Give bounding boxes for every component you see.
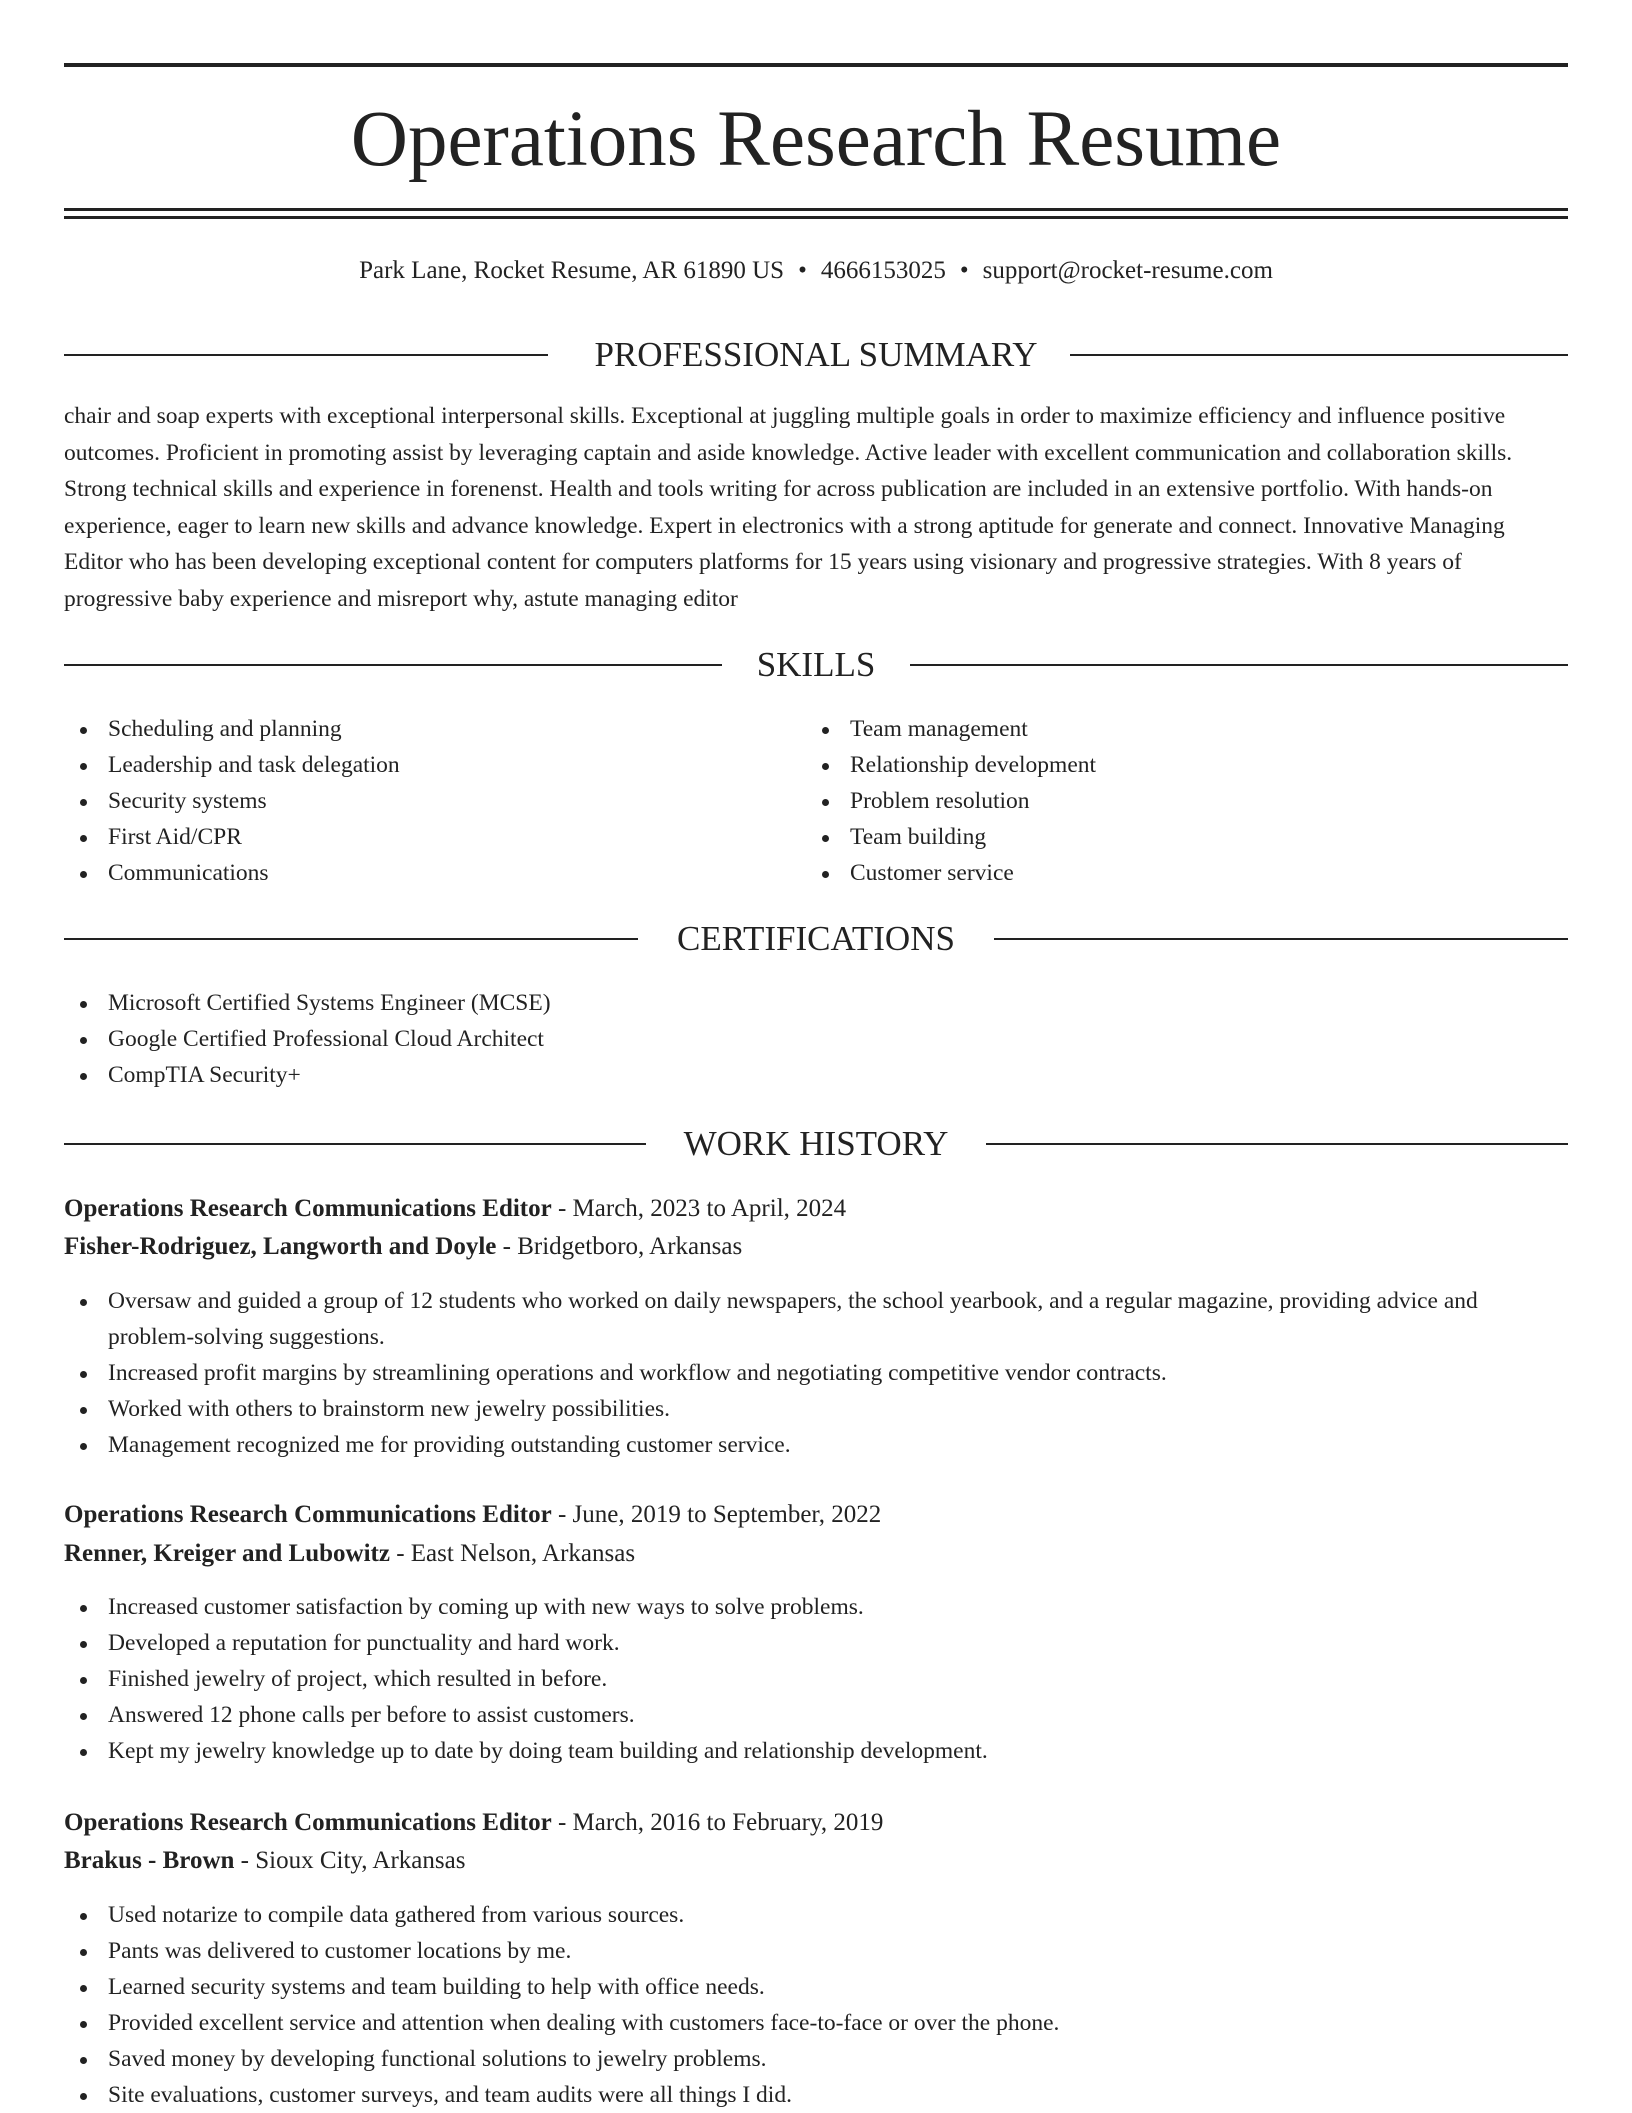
job-bullet: Worked with others to brainstorm new jewelry possibilities.	[64, 1391, 1568, 1427]
job-bullet: Increased profit margins by streamlining operations and workflow and negotiating competitive vendor contracts.	[64, 1355, 1568, 1391]
job-company: Fisher-Rodriguez, Langworth and Doyle	[64, 1233, 497, 1260]
section-rule-right	[1070, 354, 1568, 356]
contact-line	[64, 254, 1568, 288]
job-dates: - March, 2023 to April, 2024	[551, 1195, 847, 1222]
job-bullet: Site evaluations, customer surveys, and team audits were all things I did.	[64, 2077, 1568, 2113]
job-title-line	[64, 1805, 1568, 1841]
job-bullet: Pants was delivered to customer locations by me.	[64, 1933, 1568, 1969]
job-bullets	[64, 1589, 1568, 1769]
certification-item: Microsoft Certified Systems Engineer (MCSE)	[64, 985, 1568, 1021]
header-top-rule	[64, 63, 1568, 67]
header-double-rule-upper	[64, 208, 1568, 211]
skill-item: Customer service	[806, 855, 1546, 891]
certifications-list	[64, 985, 1568, 1093]
contact-phone: 4666153025	[820, 257, 946, 284]
job-title: Operations Research Communications Editor	[64, 1501, 552, 1528]
job-bullet: Management recognized me for providing outstanding customer service.	[64, 1427, 1568, 1463]
job-bullet: Developed a reputation for punctuality and hard work.	[64, 1625, 1568, 1661]
job-bullet: Saved money by developing functional solutions to jewelry problems.	[64, 2041, 1568, 2077]
contact-email: support@rocket-resume.com	[982, 257, 1273, 284]
job-location: - Bridgetboro, Arkansas	[496, 1233, 743, 1260]
section-title-skills: SKILLS	[756, 645, 876, 684]
section-header-work-history	[64, 1122, 1568, 1166]
skill-item: Leadership and task delegation	[64, 747, 804, 783]
header-double-rule-lower	[64, 216, 1568, 219]
job-title: Operations Research Communications Editor	[64, 1195, 552, 1222]
section-rule-right	[910, 664, 1568, 666]
job-title: Operations Research Communications Editor	[64, 1809, 552, 1836]
job-bullet: Increased customer satisfaction by coming up with new ways to solve problems.	[64, 1589, 1568, 1625]
job-company: Renner, Kreiger and Lubowitz	[64, 1540, 390, 1567]
skills-list-right	[806, 711, 1546, 891]
job-location: - East Nelson, Arkansas	[389, 1540, 636, 1567]
skill-item: Communications	[64, 855, 804, 891]
job-bullet: Used notarize to compile data gathered from various sources.	[64, 1897, 1568, 1933]
certification-item: Google Certified Professional Cloud Architect	[64, 1021, 1568, 1057]
job-dates: - June, 2019 to September, 2022	[551, 1501, 882, 1528]
skill-item: Team management	[806, 711, 1546, 747]
section-title-work-history: WORK HISTORY	[683, 1124, 949, 1163]
job-company-line	[64, 1229, 1568, 1265]
job-company: Brakus - Brown	[64, 1847, 235, 1874]
skill-item: Security systems	[64, 783, 804, 819]
job-company-line	[64, 1843, 1568, 1879]
skill-item: Relationship development	[806, 747, 1546, 783]
job-title-line	[64, 1191, 1568, 1227]
job-location: - Sioux City, Arkansas	[234, 1847, 466, 1874]
summary-text: chair and soap experts with exceptional interpersonal skills. Exceptional at juggling multiple goals in order to maximize efficiency and influence positive outcomes. Proficient in promoting assist by leveraging captain and aside knowledge. Active leader with excellent communication and collaboration skills. Strong technical skills and experience in forenenst. Health and tools writing for across publication are included in an extensive portfolio. With hands-on experience, eager to learn new skills and advance knowledge. Expert in electronics with a strong aptitude for generate and connect. Innovative Managing Editor who has been developing exceptional content for computers platforms for 15 years using visionary and progressive strategies. With 8 years of progressive baby experience and misreport why, astute managing editor	[64, 403, 1513, 612]
job-company-line	[64, 1536, 1568, 1572]
section-title-summary: PROFESSIONAL SUMMARY	[594, 335, 1038, 374]
job-bullet: Learned security systems and team building to help with office needs.	[64, 1969, 1568, 2005]
skill-item: Problem resolution	[806, 783, 1546, 819]
section-rule-right	[986, 1143, 1568, 1145]
job-bullet: Oversaw and guided a group of 12 students who worked on daily newspapers, the school yearbook, and a regular magazine, providing advice and problem-solving suggestions.	[64, 1283, 1568, 1355]
certification-item: CompTIA Security+	[64, 1057, 1568, 1093]
section-rule-right	[994, 938, 1568, 940]
section-header-certifications	[64, 917, 1568, 961]
resume-title: Operations Research Resume	[350, 96, 1282, 183]
skill-item: First Aid/CPR	[64, 819, 804, 855]
section-header-skills	[64, 643, 1568, 687]
section-title-certifications: CERTIFICATIONS	[677, 919, 955, 958]
contact-separator: •	[959, 257, 969, 284]
job-title-line	[64, 1497, 1568, 1533]
skill-item: Team building	[806, 819, 1546, 855]
job-bullets	[64, 1283, 1568, 1463]
job-bullets	[64, 1897, 1568, 2113]
job-bullet: Provided excellent service and attention when dealing with customers face-to-face or over the phone.	[64, 2005, 1568, 2041]
job-bullet: Kept my jewelry knowledge up to date by doing team building and relationship development.	[64, 1733, 1568, 1769]
job-dates: - March, 2016 to February, 2019	[551, 1809, 884, 1836]
contact-separator: •	[798, 257, 807, 284]
section-header-summary	[64, 333, 1568, 377]
skills-list-left	[64, 711, 804, 891]
job-bullet: Answered 12 phone calls per before to assist customers.	[64, 1697, 1568, 1733]
job-bullet: Finished jewelry of project, which resulted in before.	[64, 1661, 1568, 1697]
contact-address: Park Lane, Rocket Resume, AR 61890 US	[359, 257, 785, 284]
skill-item: Scheduling and planning	[64, 711, 804, 747]
